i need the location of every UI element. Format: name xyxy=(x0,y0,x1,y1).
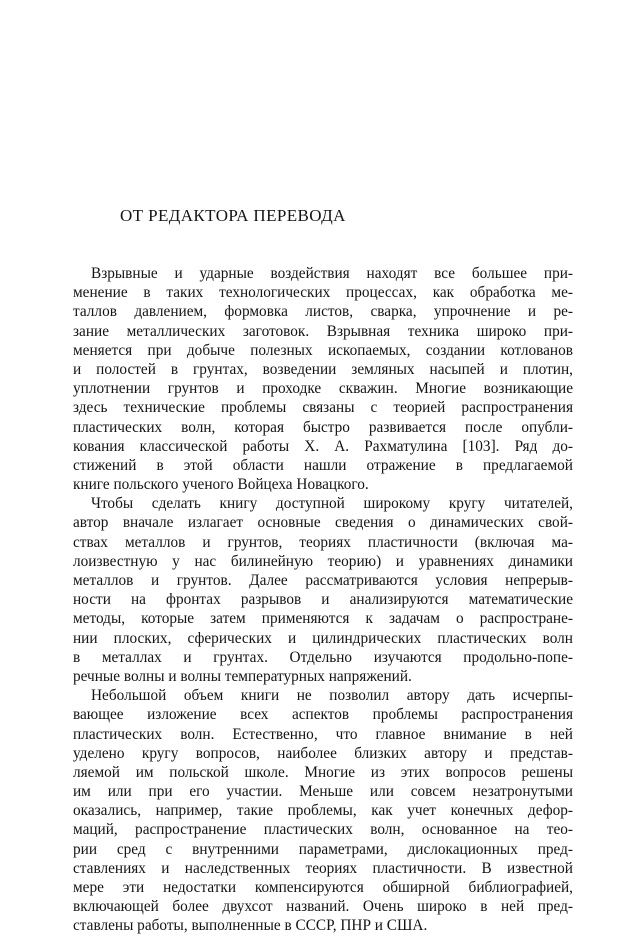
text-line: в металлах и грунтах. Отдельно изучаются продольно-попе- xyxy=(73,648,573,666)
text-line: включающей более двухсот названий. Очень широко в ней пред- xyxy=(73,898,573,916)
text-line: нии плоских, сферических и цилиндрических пластических волн xyxy=(73,629,573,647)
text-line: и полостей в грунтах, возведении земляных насыпей и плотин, xyxy=(73,360,573,378)
text-line: маций, распространение пластических волн, основанное на тео- xyxy=(73,821,573,839)
text-line: таллов давлением, формовка листов, сварка, упрочнение и ре- xyxy=(73,303,573,321)
text-line: здесь технические проблемы связаны с теорией распространения xyxy=(73,399,573,417)
text-line: ствах металлов и грунтов, теориях пластичности (включая ма- xyxy=(73,533,573,551)
text-line: ляемой им польской школе. Многие из этих вопросов решены xyxy=(73,763,573,781)
text-line: менение в таких технологических процессах, как обработка ме- xyxy=(73,284,573,302)
text-line: уделено кругу вопросов, наиболее близких автору и представ- xyxy=(73,744,573,762)
text-line: Взрывные и ударные воздействия находят все большее при- xyxy=(91,265,573,282)
text-line: пластических волн. Естественно, что главное внимание в ней xyxy=(73,725,573,743)
text-line: ности на фронтах разрывов и анализируются математические xyxy=(73,591,573,609)
paragraph-3 xyxy=(73,686,573,935)
text-line: пластических волн, которая быстро развивается после опубли- xyxy=(73,418,573,436)
text-line: Небольшой объем книги не позволил автору дать исчерпы- xyxy=(91,687,573,705)
body-text xyxy=(73,264,573,936)
text-line: книге польского ученого Войцеха Новацкого. xyxy=(73,476,369,494)
paragraph-2 xyxy=(73,494,573,686)
text-line: им или при его участии. Меньше или совсем незатронутыми xyxy=(73,783,573,801)
text-line: кования классической работы Х. А. Рахматулина [103]. Ряд до- xyxy=(73,437,573,455)
text-line: Чтобы сделать книгу доступной широкому кругу читателей, xyxy=(91,495,573,513)
text-line: металлов и грунтов. Далее рассматриваются условия непрерыв- xyxy=(73,572,573,589)
text-line: лоизвестную у нас билинейную теорию) и уравнениях динамики xyxy=(73,552,573,570)
text-line: оказались, например, такие проблемы, как учет конечных дефор- xyxy=(73,802,573,820)
text-line: уплотнении грунтов и проходке скважин. Многие возникающие xyxy=(73,380,573,398)
text-line: зание металлических заготовок. Взрывная техника широко при- xyxy=(73,322,573,340)
paragraph-1 xyxy=(73,264,573,494)
text-line: стижений в этой области нашли отражение в предлагаемой xyxy=(73,456,573,474)
text-line: ставлены работы, выполненные в СССР, ПНР и США. xyxy=(73,917,428,935)
text-line: вающее изложение всех аспектов проблемы распространения xyxy=(73,706,573,724)
text-line: рии сред с внутренними параметрами, дислокационных пред- xyxy=(73,840,573,858)
text-line: мере эти недостатки компенсируются обширной библиографией, xyxy=(73,879,573,896)
text-line: автор вначале излагает основные сведения о динамических свой- xyxy=(73,514,573,532)
text-line: речные волны и волны температурных напряжений. xyxy=(73,667,412,685)
text-line: методы, которые затем применяются к задачам о распростране- xyxy=(73,610,573,628)
text-line: ставлениях и наследственных теориях пластичности. В известной xyxy=(73,859,573,877)
text-line: меняется при добыче полезных ископаемых, создании котлованов xyxy=(73,341,573,359)
page-title: ОТ РЕДАКТОРА ПЕРЕВОДА xyxy=(120,206,346,225)
